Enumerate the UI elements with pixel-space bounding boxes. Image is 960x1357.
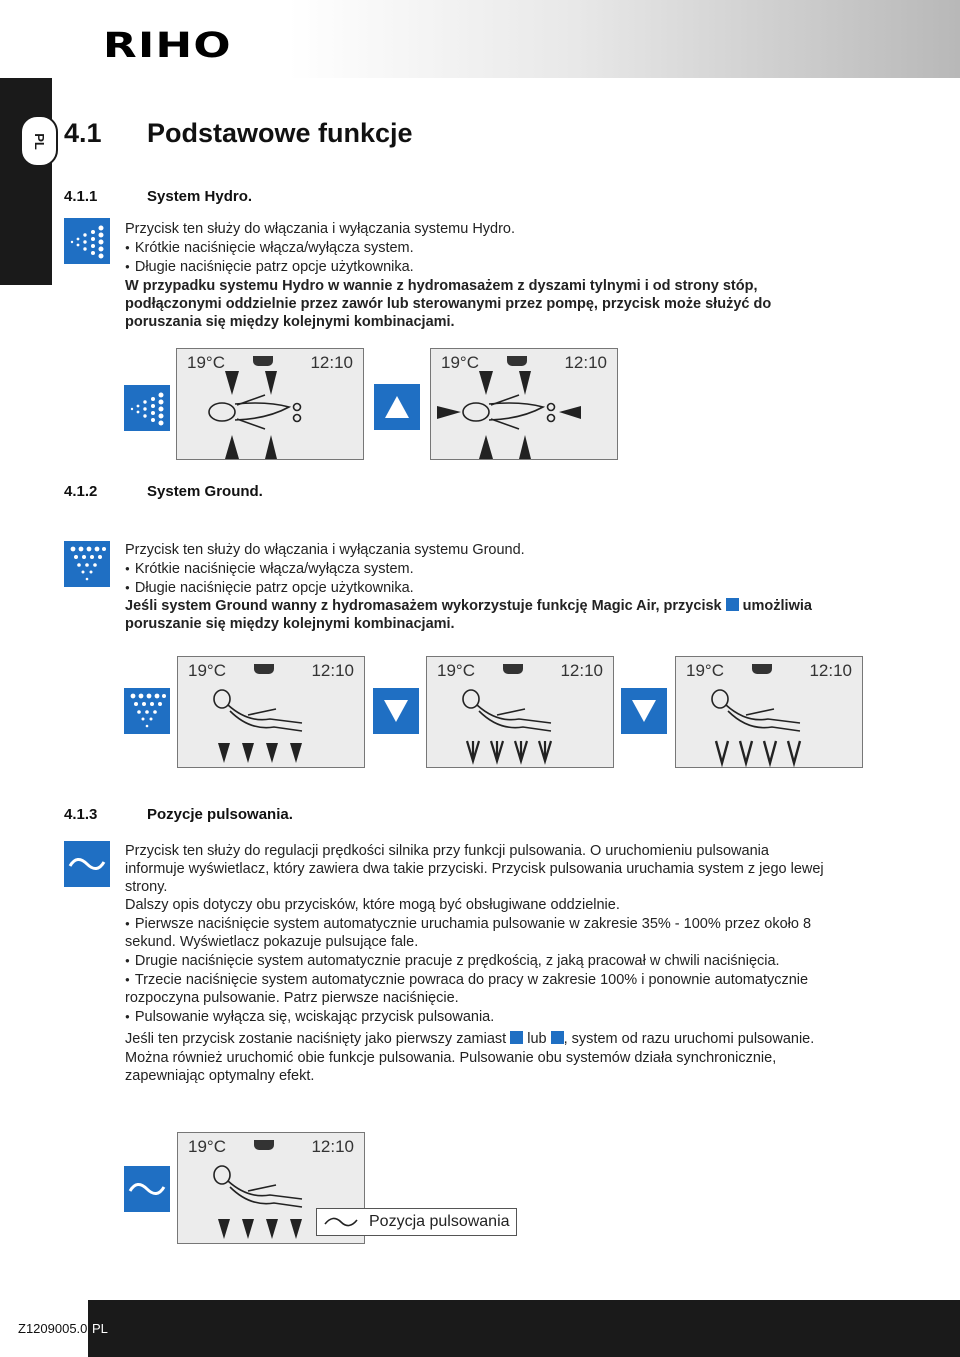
arrow-down-icon xyxy=(384,700,408,722)
pulse-position-label xyxy=(316,1208,517,1236)
pulse-desc-2: informuje wyświetlacz, który zawiera dwa takie przyciski. Przycisk pulsowania uruchamia system z jego lewej xyxy=(125,861,824,877)
reclining-body-air-diagram-icon xyxy=(427,657,615,769)
hydro-bullet-short: ● Krótkie naciśnięcie włącza/wyłącza system. xyxy=(125,239,414,258)
display-screen xyxy=(177,656,365,768)
temperature-readout: 19°C xyxy=(187,353,225,372)
temperature-readout: 19°C xyxy=(188,1137,226,1156)
time-readout: 12:10 xyxy=(311,661,354,680)
hydro-body-diagram-icon xyxy=(177,349,365,461)
pulse-bullet-first: ● Pierwsze naciśnięcie system automatycznie uruchamia pulsowanie w zakresie 35% - 100% przez około 8 xyxy=(125,915,811,934)
temperature-readout: 19°C xyxy=(437,661,475,680)
ground-inline-icon xyxy=(510,1031,523,1044)
ground-note-1-end: umożliwia xyxy=(742,598,812,614)
arrow-down-button[interactable] xyxy=(621,688,667,734)
ground-button-small[interactable] xyxy=(124,688,170,734)
subsection-number: 4.1.2 xyxy=(64,483,98,500)
arrow-down-inline-icon xyxy=(726,598,739,611)
pulse-bullet-first-cont: sekund. Wyświetlacz pokazuje pulsujące fale. xyxy=(125,934,419,950)
ground-desc: Przycisk ten służy do włączania i wyłączania systemu Ground. xyxy=(125,542,525,558)
arrow-up-button[interactable] xyxy=(374,384,420,430)
footer-bar xyxy=(88,1300,960,1357)
hydro-bullet-long: ● Długie naciśnięcie patrz opcje użytkownika. xyxy=(125,258,414,277)
temperature-readout: 19°C xyxy=(188,661,226,680)
reclining-body-diagram-icon xyxy=(178,657,366,769)
subsection-title: System Ground. xyxy=(147,483,263,500)
ground-bullet-short: ● Krótkie naciśnięcie włącza/wyłącza system. xyxy=(125,560,414,579)
time-readout: 12:10 xyxy=(564,353,607,372)
subsection-number: 4.1.3 xyxy=(64,806,98,823)
time-readout: 12:10 xyxy=(310,353,353,372)
hydro-body-feet-diagram-icon xyxy=(431,349,619,461)
subsection-number: 4.1.1 xyxy=(64,188,98,205)
pulse-desc-5 xyxy=(125,1030,814,1049)
pulse-desc-5-end: , system od razu uruchomi pulsowanie. xyxy=(563,1031,815,1047)
ground-jets-icon xyxy=(68,545,106,583)
brand-logo: RIHO xyxy=(103,26,232,66)
pulse-bullet-third-cont: rozpoczyna pulsowanie. Patrz pierwsze naciśnięcie. xyxy=(125,990,459,1006)
pulse-position-text: Pozycja pulsowania xyxy=(369,1213,510,1230)
pulse-bullet-fourth: ● Pulsowanie wyłącza się, wciskając przycisk pulsowania. xyxy=(125,1008,494,1027)
pulse-button-small[interactable] xyxy=(124,1166,170,1212)
pulse-desc-5-or: lub xyxy=(527,1031,547,1047)
hydro-inline-icon xyxy=(551,1031,564,1044)
pulse-desc-4: Dalszy opis dotyczy obu przycisków, które mogą być obsługiwane oddzielnie. xyxy=(125,897,620,913)
ground-note-1-text: Jeśli system Ground wanny z hydromasażem wykorzystuje funkcję Magic Air, przycisk xyxy=(125,598,722,614)
ground-note-2: poruszanie się między kolejnymi kombinacjami. xyxy=(125,616,455,632)
hydro-note-1: W przypadku systemu Hydro w wannie z hydromasażem z dyszami tylnymi i od strony stóp, xyxy=(125,278,758,294)
subsection-title: System Hydro. xyxy=(147,188,253,205)
ground-button[interactable] xyxy=(64,541,110,587)
language-badge xyxy=(20,115,58,167)
arrow-down-button[interactable] xyxy=(373,688,419,734)
time-readout: 12:10 xyxy=(560,661,603,680)
display-screen xyxy=(430,348,618,460)
pulse-bullet-third: ● Trzecie naciśnięcie system automatycznie powraca do pracy w zakresie 100% i ponownie automatycznie xyxy=(125,971,808,990)
time-readout: 12:10 xyxy=(809,661,852,680)
time-readout: 12:10 xyxy=(311,1137,354,1156)
wave-icon xyxy=(68,852,106,876)
display-screen xyxy=(675,656,863,768)
pulse-desc-1: Przycisk ten służy do regulacji prędkości silnika przy funkcji pulsowania. O uruchomieniu pulsowania xyxy=(125,843,769,859)
ground-jets-icon xyxy=(128,692,166,730)
display-screen xyxy=(426,656,614,768)
temperature-readout: 19°C xyxy=(686,661,724,680)
ground-note-1 xyxy=(125,597,812,616)
pulse-desc-7: zapewniając optymalny efekt. xyxy=(125,1068,315,1084)
section-number: 4.1 xyxy=(64,118,102,148)
side-tab xyxy=(0,78,52,285)
pulse-button[interactable] xyxy=(64,841,110,887)
language-badge-label: PL xyxy=(31,132,47,150)
hydro-button-small[interactable] xyxy=(124,385,170,431)
hydro-jets-icon xyxy=(128,389,166,427)
hydro-button[interactable] xyxy=(64,218,110,264)
hydro-note-3: poruszania się między kolejnymi kombinacjami. xyxy=(125,314,455,330)
wave-icon xyxy=(128,1177,166,1201)
pulse-bullet-second: ● Drugie naciśnięcie system automatycznie pracuje z prędkością, z jaką pracował w chwili naciśnięcia. xyxy=(125,952,780,971)
display-screen xyxy=(176,348,364,460)
pulse-desc-6: Można również uruchomić obie funkcje pulsowania. Pulsowanie obu systemów działa synchronicznie, xyxy=(125,1050,777,1066)
pulse-desc-3: strony. xyxy=(125,879,168,895)
arrow-down-icon xyxy=(632,700,656,722)
subsection-title: Pozycje pulsowania. xyxy=(147,806,293,823)
reclining-body-air-only-diagram-icon xyxy=(676,657,864,769)
wave-outline-icon xyxy=(321,1213,361,1231)
ground-bullet-long: ● Długie naciśnięcie patrz opcje użytkownika. xyxy=(125,579,414,598)
hydro-note-2: podłączonymi oddzielnie przez zawór lub sterowanymi przez pompę, przycisk może służyć do xyxy=(125,296,772,312)
hydro-jets-icon xyxy=(68,222,106,260)
pulse-desc-5-text: Jeśli ten przycisk zostanie naciśnięty jako pierwszy zamiast xyxy=(125,1031,507,1047)
hydro-desc: Przycisk ten służy do włączania i wyłączania systemu Hydro. xyxy=(125,221,516,237)
document-code: Z1209005.0 xyxy=(18,1321,88,1336)
footer-language: PL xyxy=(92,1321,108,1336)
arrow-up-icon xyxy=(385,396,409,418)
section-title: Podstawowe funkcje xyxy=(147,118,413,148)
temperature-readout: 19°C xyxy=(441,353,479,372)
